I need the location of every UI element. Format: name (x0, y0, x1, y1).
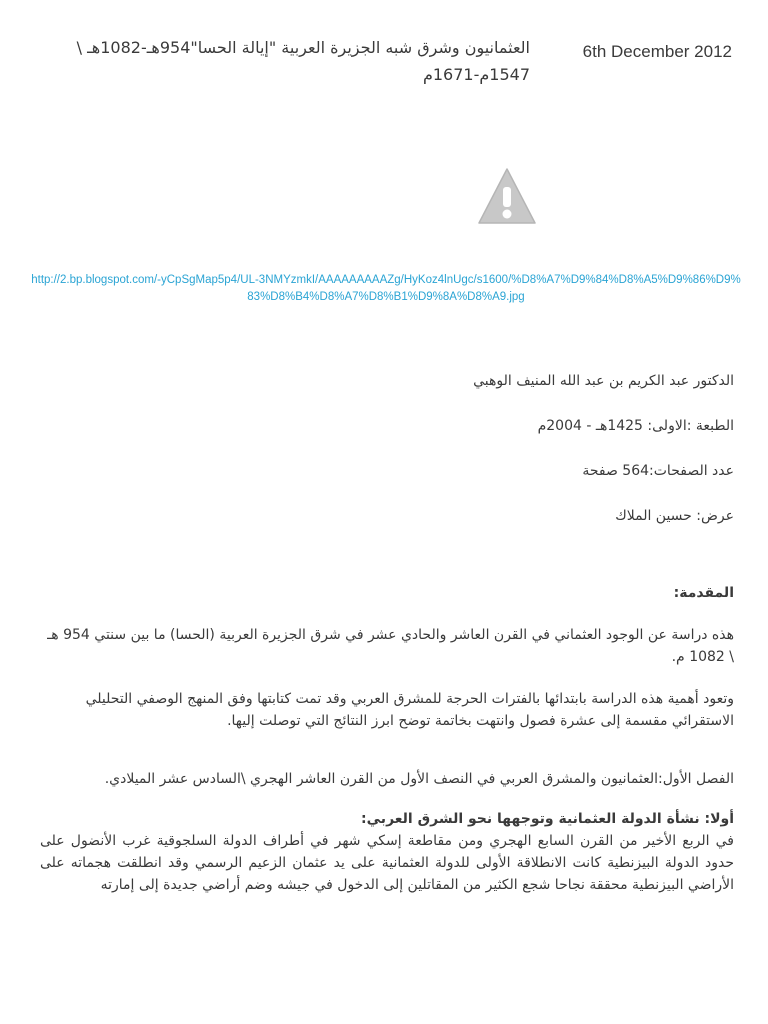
post-body (40, 370, 734, 896)
post-date: 6th December 2012 (582, 42, 732, 61)
intro-paragraph-1: هذه دراسة عن الوجود العثماني في القرن العاشر والحادي عشر في شرق الجزيرة العربية (الحسا) ما بين سنتي 954 هـ \ 1082 م. (47, 627, 734, 665)
post-title: العثمانيون وشرق شبه الجزيرة العربية "إيالة الحسا"954هـ-1082هـ \ 1547م-1671م (76, 38, 530, 84)
intro-paragraph-2: وتعود أهمية هذه الدراسة بابتدائها بالفترات الحرجة للمشرق العربي وقد تمت كتابتها وفق المنهج الوصفي التحليلي الاستقرائي مقسمة إلى عشرة فصول وانتهت بخاتمة توضح ابرز النتائج التي توصلت إليها. (85, 691, 734, 729)
chapter-1-title: الفصل الأول:العثمانيون والمشرق العربي في النصف الأول من القرن العاشر الهجري \السادس عشر الميلادي. (104, 771, 734, 787)
book-pages: عدد الصفحات:564 صفحة (582, 463, 734, 479)
book-edition: الطبعة :الاولى: 1425هـ - 2004م (537, 418, 734, 434)
section-1-text: في الربع الأخير من القرن السابع الهجري ومن مقاطعة إسكي شهر في أطراف الدولة السلجوقية غرب الأنضول على حدود الدولة البيزنطية كانت الانطلاقة الأولى للدولة العثمانية على يد عثمان الزعيم الرسمي وقد انطلقت هجماته على الأراضي البيزنطية محققة نجاحا شجع الكثير من المقاتلين إلى الدخول في جيشه وضم أراضي جديدة إلى إمارته (40, 833, 734, 893)
intro-heading: المقدمة: (673, 585, 734, 601)
book-author: الدكتور عبد الكريم بن عبد الله المنيف الوهبي (473, 373, 734, 389)
broken-image-warning-icon (477, 167, 537, 227)
post-header (0, 0, 768, 110)
image-source-link[interactable]: http://2.bp.blogspot.com/-yCpSgMap5p4/UL-3NMYzmkI/AAAAAAAAAZg/HyKoz4lnUgc/s1600/%D8%A7%D9%84%D8%A5%D9%86%D9%83%D8%B4%D8%A7%D8%B1%D9%8A%D8%A9.jpg (31, 274, 741, 303)
book-reviewer: عرض: حسين الملاك (615, 508, 734, 524)
section-1-title: أولا: نشأة الدولة العثمانية وتوجهها نحو الشرق العربي: (361, 811, 734, 827)
